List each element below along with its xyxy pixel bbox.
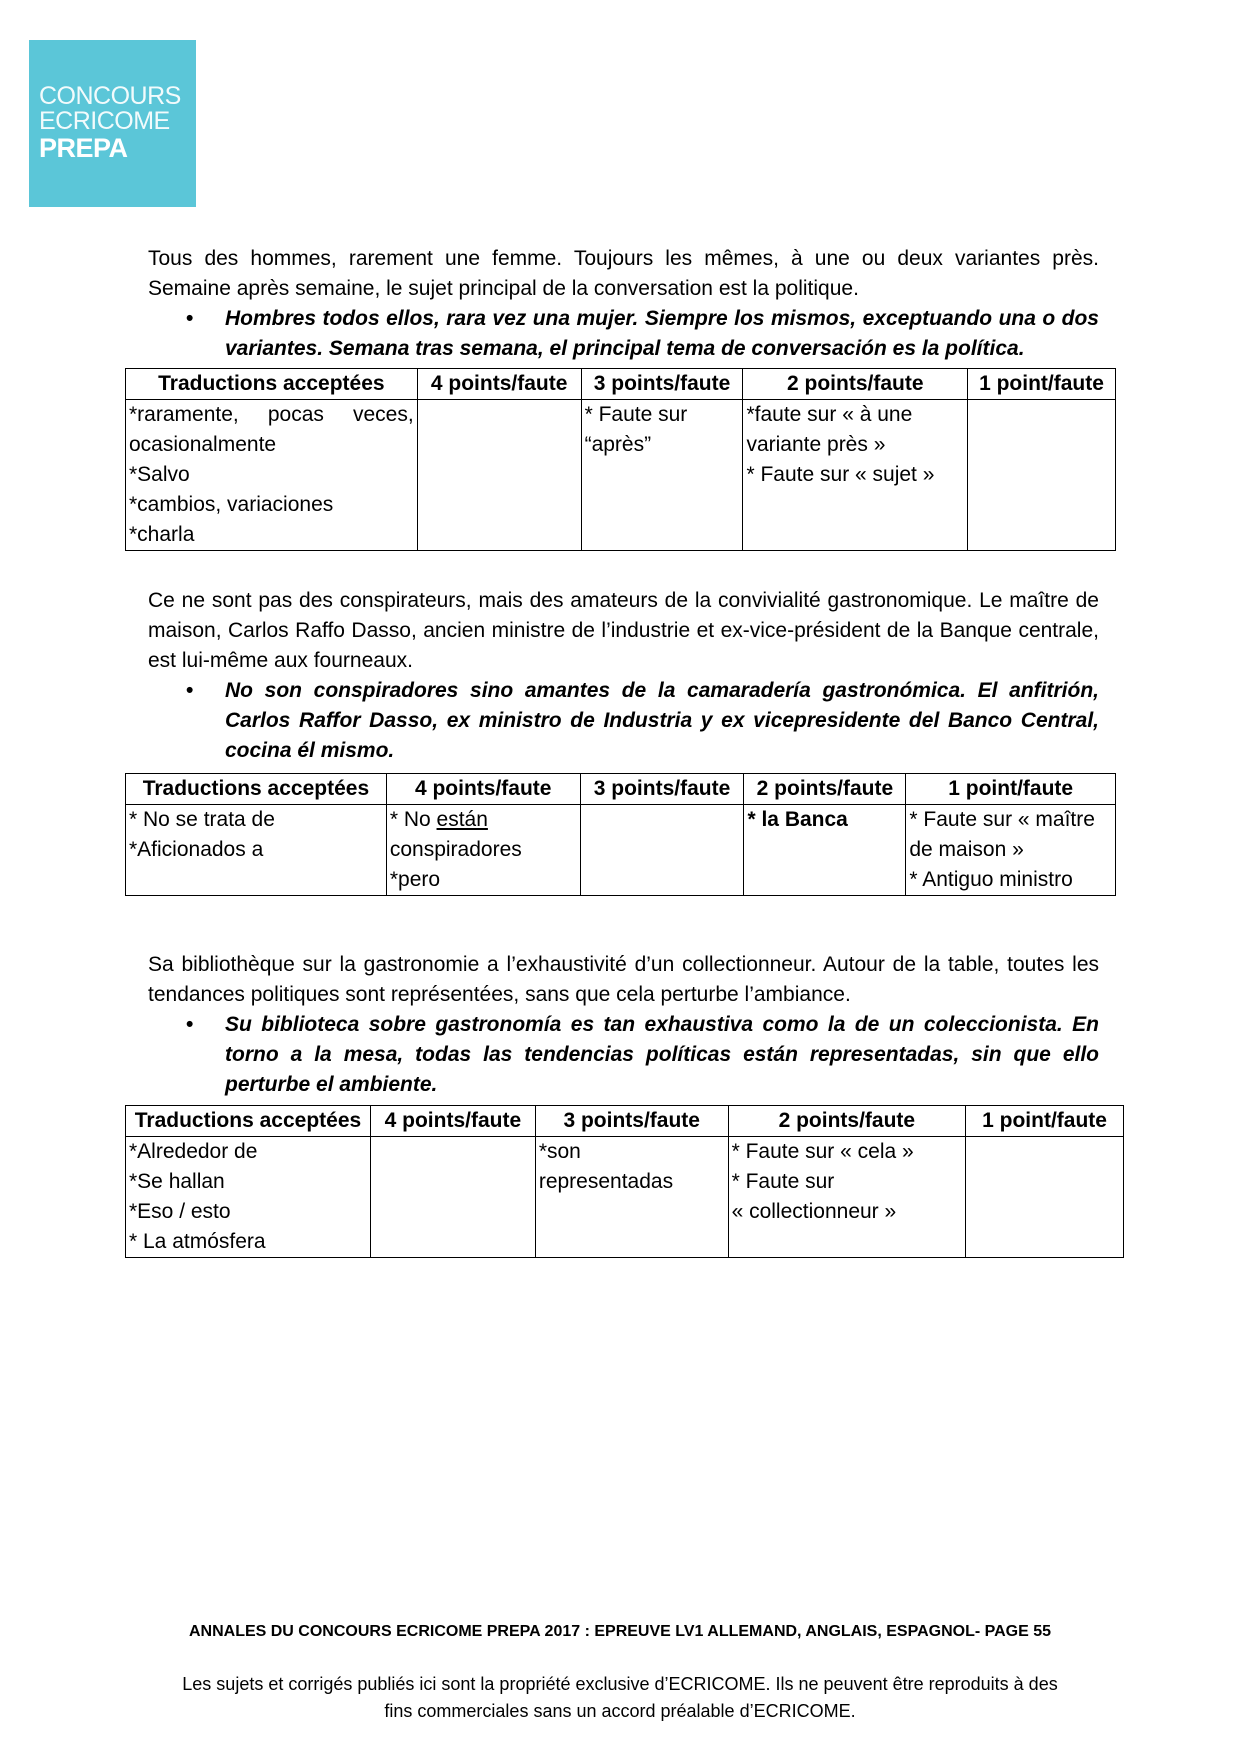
cell-line: *Se hallan xyxy=(129,1170,225,1193)
cell-line: * La atmósfera xyxy=(129,1230,266,1253)
cell-line: * Faute sur xyxy=(584,403,688,426)
cell-line: * Faute sur « sujet » xyxy=(746,463,935,486)
cell-line: * Faute sur « maître de maison » xyxy=(909,808,1095,861)
underlined-word: están xyxy=(436,808,488,831)
table-row xyxy=(126,1137,1124,1258)
cell-line: *cambios, variaciones xyxy=(129,493,334,516)
header-3-points: 3 points/faute xyxy=(535,1106,728,1137)
cell-2-points xyxy=(743,400,968,551)
cell-line xyxy=(390,805,577,835)
header-1-point: 1 point/faute xyxy=(968,369,1116,400)
cell-line: * la Banca xyxy=(747,808,848,831)
cell-line: *Eso / esto xyxy=(129,1200,231,1223)
footer-note-line-2: fins commerciales sans un accord préalable d’ECRICOME. xyxy=(384,1701,856,1721)
cell-line: * Antiguo ministro xyxy=(909,868,1073,891)
cell-accepted xyxy=(126,1137,371,1258)
header-3-points: 3 points/faute xyxy=(581,369,743,400)
header-1-point: 1 point/faute xyxy=(906,774,1116,805)
cell-3-points xyxy=(581,400,743,551)
cell-line: *Salvo xyxy=(129,463,190,486)
cell-line: *Alrededor de xyxy=(129,1140,258,1163)
header-1-point: 1 point/faute xyxy=(966,1106,1124,1137)
cell-4-points xyxy=(417,400,581,551)
table-row xyxy=(126,805,1116,896)
section-2-translation: • No son conspiradores sino amantes de la camaradería gastronómica. El anfitrión, Carlos Raffor Dasso, ex ministro de Industria y ex vicepresidente del Banco Central, cocina él mismo. xyxy=(148,676,1099,766)
cell-line: *pero xyxy=(389,868,441,891)
header-2-points: 2 points/faute xyxy=(728,1106,966,1137)
cell-prefix: * No xyxy=(389,808,437,831)
cell-line: *son xyxy=(538,1140,581,1163)
section-3-paragraph: Sa bibliothèque sur la gastronomie a l’exhaustivité d’un collectionneur. Autour de la table, toutes les tendances politiques sont représentées, sans que cela perturbe l’ambiance. xyxy=(148,953,1099,1006)
section-2-paragraph: Ce ne sont pas des conspirateurs, mais des amateurs de la convivialité gastronomique. Le maître de maison, Carlos Raffo Dasso, ancien ministre de l’industrie et ex-vice-président de la Banque centrale, est lui-même aux fourneaux. xyxy=(148,589,1099,672)
section-2-table xyxy=(125,773,1116,896)
footer-note xyxy=(0,1671,1240,1725)
cell-line: * Faute sur xyxy=(731,1170,835,1193)
cell-2-points xyxy=(728,1137,966,1258)
cell-line: *raramente, pocas veces, ocasionalmente xyxy=(129,403,414,456)
cell-2-points xyxy=(744,805,906,896)
footer-title: ANNALES DU CONCOURS ECRICOME PREPA 2017 : EPREUVE LV1 ALLEMAND, ANGLAIS, ESPAGNOL- PAGE 55 xyxy=(188,1623,1052,1640)
cell-3-points xyxy=(535,1137,728,1258)
cell-1-point xyxy=(966,1137,1124,1258)
cell-line: *Aficionados a xyxy=(129,838,264,861)
logo-line-ecricome: ECRICOME xyxy=(39,107,170,135)
section-3-text xyxy=(148,950,1099,1100)
section-3-translation: • Su biblioteca sobre gastronomía es tan exhaustiva como la de un coleccionista. En torno a la mesa, todas las tendencias políticas están representadas, sin que ello perturbe el ambiente. xyxy=(148,1010,1099,1100)
cell-line: « collectionneur » xyxy=(731,1200,897,1223)
section-1-table xyxy=(125,368,1116,551)
cell-3-points xyxy=(580,805,744,896)
table-header-row xyxy=(126,774,1116,805)
cell-4-points xyxy=(370,1137,535,1258)
header-4-points: 4 points/faute xyxy=(417,369,581,400)
header-accepted: Traductions acceptées xyxy=(126,369,418,400)
ecricome-logo xyxy=(29,40,196,207)
table-header-row xyxy=(126,369,1116,400)
logo-line-prepa: PREPA xyxy=(39,133,128,163)
cell-accepted xyxy=(126,400,418,551)
section-1-paragraph: Tous des hommes, rarement une femme. Toujours les mêmes, à une ou deux variantes près. Semaine après semaine, le sujet principal de la conversation est la politique. xyxy=(148,247,1099,300)
section-1-translation: • Hombres todos ellos, rara vez una mujer. Siempre los mismos, exceptuando una o dos variantes. Semana tras semana, el principal tema de conversación es la política. xyxy=(148,304,1099,364)
header-4-points: 4 points/faute xyxy=(370,1106,535,1137)
table-row xyxy=(126,400,1116,551)
logo-line-concours: CONCOURS xyxy=(39,82,181,110)
section-2-text xyxy=(148,586,1099,766)
cell-accepted xyxy=(126,805,387,896)
footer-note-line-1: Les sujets et corrigés publiés ici sont la propriété exclusive d’ECRICOME. Ils ne peuvent être reproduits à des xyxy=(182,1674,1058,1694)
cell-4-points xyxy=(386,805,580,896)
cell-line: *faute sur « à une variante près » xyxy=(746,403,913,456)
section-3-table xyxy=(125,1105,1124,1258)
cell-line: * No se trata de xyxy=(129,808,275,831)
table-header-row xyxy=(126,1106,1124,1137)
cell-line: conspiradores xyxy=(389,838,522,861)
cell-1-point xyxy=(968,400,1116,551)
header-accepted: Traductions acceptées xyxy=(126,1106,371,1137)
header-accepted: Traductions acceptées xyxy=(126,774,387,805)
header-4-points: 4 points/faute xyxy=(386,774,580,805)
header-2-points: 2 points/faute xyxy=(744,774,906,805)
cell-line: *charla xyxy=(129,523,195,546)
cell-line: “après” xyxy=(584,433,652,456)
cell-line: representadas xyxy=(538,1170,674,1193)
header-3-points: 3 points/faute xyxy=(580,774,744,805)
cell-line: * Faute sur « cela » xyxy=(731,1140,914,1163)
section-1-text xyxy=(148,244,1099,364)
cell-1-point xyxy=(906,805,1116,896)
header-2-points: 2 points/faute xyxy=(743,369,968,400)
